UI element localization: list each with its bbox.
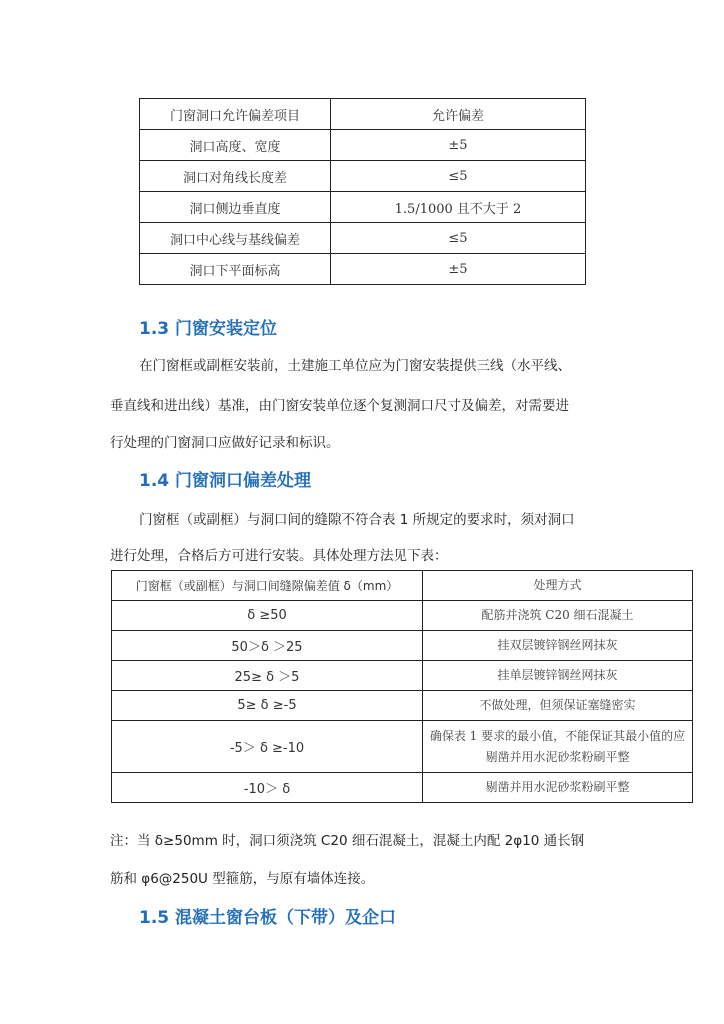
section-heading-1-5: 1.5 混凝土窗台板（下带）及企口 (139, 908, 397, 928)
table-cell: 洞口中心线与基线偏差 (140, 223, 331, 254)
section-heading-1-4: 1.4 门窗洞口偏差处理 (139, 471, 312, 491)
table-cell: 不做处理，但须保证塞缝密实 (423, 691, 693, 721)
table-cell: 挂双层镀锌钢丝网抹灰 (423, 631, 693, 661)
table-row (140, 130, 586, 161)
table-row (112, 631, 693, 661)
table-row (112, 691, 693, 721)
paragraph-line: 行处理的门窗洞口应做好记录和标识。 (110, 435, 340, 451)
deviation-value: -10＞ δ (243, 782, 291, 797)
table-header-cell: 门窗框（或副框）与洞口间缝隙偏差值 δ（mm） (112, 571, 423, 601)
deviation-handling-table (111, 570, 693, 803)
table-header-cell: 允许偏差 (331, 99, 586, 130)
table-row (140, 192, 586, 223)
paragraph-line: 进行处理，合格后方可进行安装。具体处理方法见下表： (110, 548, 448, 564)
table-cell: 配筋并浇筑 C20 细石混凝土 (423, 601, 693, 631)
table-header-row (112, 571, 693, 601)
deviation-value: δ ≥50 (247, 608, 287, 623)
table-cell: 洞口高度、宽度 (140, 130, 331, 161)
table-cell: 洞口下平面标高 (140, 254, 331, 285)
table-cell: 洞口侧边垂直度 (140, 192, 331, 223)
table-cell (112, 661, 423, 691)
table-row (140, 254, 586, 285)
deviation-value: 5≥ δ ≥-5 (237, 698, 297, 713)
deviation-value: 50＞δ ＞25 (231, 640, 303, 655)
table-row (112, 773, 693, 803)
deviation-value: -5＞ δ ≥-10 (229, 741, 305, 756)
table-cell: 确保表 1 要求的最小值，不能保证其最小值的应剔凿并用水泥砂浆粉刷平整 (423, 721, 693, 773)
table-cell: ≤5 (331, 223, 586, 254)
table-cell: ≤5 (331, 161, 586, 192)
table-header-cell: 门窗洞口允许偏差项目 (140, 99, 331, 130)
paragraph-line: 在门窗框或副框安装前，土建施工单位应为门窗安装提供三线（水平线、 (139, 358, 571, 374)
table-cell: ±5 (331, 254, 586, 285)
table-cell: 剔凿并用水泥砂浆粉刷平整 (423, 773, 693, 803)
section-heading-1-3: 1.3 门窗安装定位 (139, 319, 278, 339)
tolerance-table (139, 98, 586, 285)
table-header-row (140, 99, 586, 130)
table-row (112, 601, 693, 631)
table-cell: 洞口对角线长度差 (140, 161, 331, 192)
table-cell: 1.5/1000 且不大于 2 (331, 192, 586, 223)
table-cell (112, 601, 423, 631)
table-cell (112, 691, 423, 721)
table-cell (112, 773, 423, 803)
table-row (140, 223, 586, 254)
table-header-cell: 处理方式 (423, 571, 693, 601)
table-cell: ±5 (331, 130, 586, 161)
table-row (140, 161, 586, 192)
table-row (112, 661, 693, 691)
table-row (112, 721, 693, 773)
deviation-value: 25≥ δ ＞5 (234, 670, 300, 685)
paragraph-line: 垂直线和进出线）基准，由门窗安装单位逐个复测洞口尺寸及偏差，对需要进 (110, 398, 569, 414)
table-cell (112, 631, 423, 661)
note-line: 注：当 δ≥50mm 时，洞口须浇筑 C20 细石混凝土，混凝土内配 2φ10 通长钢 (110, 833, 585, 849)
paragraph-line: 门窗框（或副框）与洞口间的缝隙不符合表 1 所规定的要求时，须对洞口 (139, 512, 575, 528)
table-cell: 挂单层镀锌钢丝网抹灰 (423, 661, 693, 691)
table-cell (112, 721, 423, 773)
note-line: 筋和 φ6@250U 型箍筋，与原有墙体连接。 (110, 871, 375, 887)
